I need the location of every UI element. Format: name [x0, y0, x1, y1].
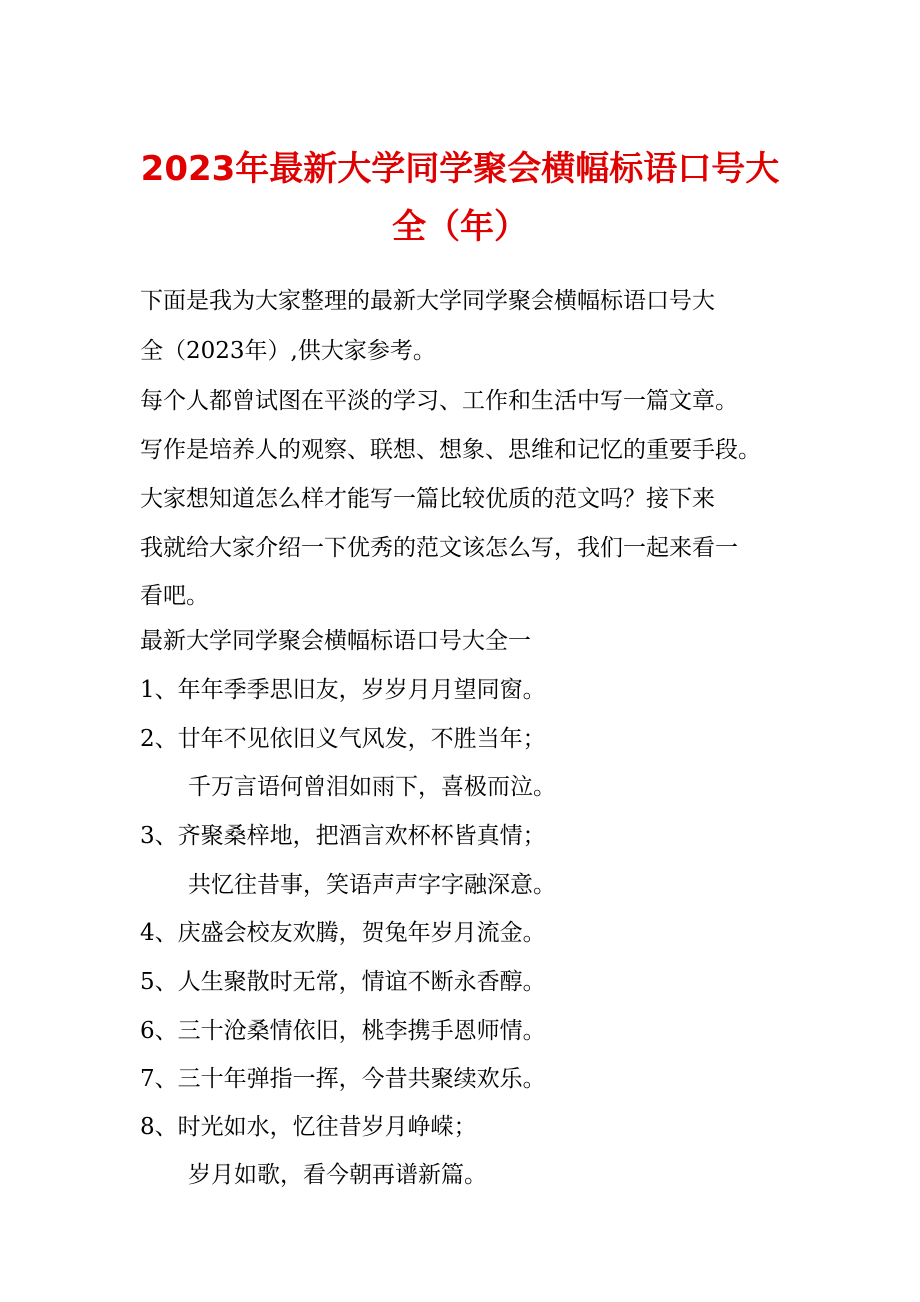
list-item: 4、庆盛会校友欢腾，贺兔年岁月流金。 — [140, 920, 546, 946]
list-item-continuation: 共忆往昔事，笑语声声字字融深意。 — [188, 872, 556, 898]
list-item: 2、廿年不见依旧义气风发，不胜当年； — [140, 726, 546, 752]
intro-line-1: 下面是我为大家整理的最新大学同学聚会横幅标语口号大 — [140, 288, 715, 314]
intro-line-7: 看吧。 — [140, 583, 209, 609]
intro-line-2: 全（2023年）,供大家参考。 — [140, 338, 436, 364]
list-item: 5、人生聚散时无常，情谊不断永香醇。 — [140, 969, 546, 995]
list-item: 6、三十沧桑情依旧，桃李携手恩师情。 — [140, 1018, 546, 1044]
list-item: 1、年年季季思旧友，岁岁月月望同窗。 — [140, 677, 546, 703]
document-title-line-1: 2023年最新大学同学聚会横幅标语口号大 — [140, 149, 780, 189]
intro-line-6: 我就给大家介绍一下优秀的范文该怎么写，我们一起来看一 — [140, 535, 738, 561]
list-item: 3、齐聚桑梓地，把酒言欢杯杯皆真情； — [140, 823, 546, 849]
list-item-continuation: 岁月如歌，看今朝再谱新篇。 — [188, 1162, 487, 1188]
list-item: 8、时光如水，忆往昔岁月峥嵘； — [140, 1114, 477, 1140]
intro-line-4: 写作是培养人的观察、联想、想象、思维和记忆的重要手段。 — [140, 437, 761, 463]
document-title-line-2: 全（年） — [392, 207, 528, 247]
section-heading: 最新大学同学聚会横幅标语口号大全一 — [140, 628, 531, 654]
intro-line-5: 大家想知道怎么样才能写一篇比较优质的范文吗？接下来 — [140, 486, 715, 512]
list-item-continuation: 千万言语何曾泪如雨下，喜极而泣。 — [188, 774, 556, 800]
list-item: 7、三十年弹指一挥，今昔共聚续欢乐。 — [140, 1066, 546, 1092]
intro-line-3: 每个人都曾试图在平淡的学习、工作和生活中写一篇文章。 — [140, 388, 738, 414]
